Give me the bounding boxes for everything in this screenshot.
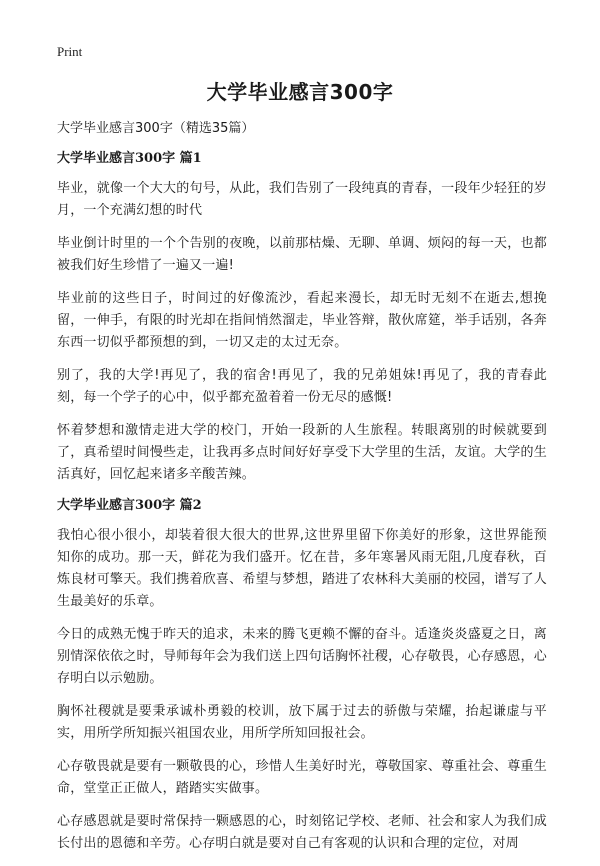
paragraph: 今日的成熟无愧于昨天的追求，未来的腾飞更赖不懈的奋斗。适逢炎炎盛夏之日，离别情深依依之时，导师每年会为我们送上四句话胸怀社稷，心存敬畏，心存感恩，心存明白以示勉励。 — [57, 627, 547, 686]
paragraph: 心存敬畏就是要有一颗敬畏的心，珍惜人生美好时光，尊敬国家、尊重社会、尊重生命，堂堂正正做人，踏踏实实做事。 — [57, 759, 547, 796]
paragraph: 毕业，就像一个大大的句号，从此，我们告别了一段纯真的青春，一段年少轻狂的岁月，一个充满幻想的时代 — [57, 181, 547, 218]
paragraph: 我怕心很小很小，却装着很大很大的世界,这世界里留下你美好的形象，这世界能预知你的成功。那一天，鲜花为我们盛开。忆在昔，多年寒暑风雨无阻,几度春秋，百炼良材可擎天。我们携着欣喜、希望与梦想，踏进了农林科大美丽的校园，谱写了人生最美好的乐章。 — [57, 528, 547, 609]
paragraph: 胸怀社稷就是要秉承诚朴勇毅的校训，放下属于过去的骄傲与荣耀，抬起谦虚与平实，用所学所知振兴祖国农业，用所学所知回报社会。 — [57, 704, 547, 741]
paragraph: 怀着梦想和激情走进大学的校门，开始一段新的人生旅程。转眼离别的时候就要到了，真希望时间慢些走，让我再多点时间好好享受下大学里的生活，友谊。大学的生活真好，回忆起来诸多辛酸苦辣。 — [57, 423, 547, 482]
print-link[interactable]: Print — [57, 44, 83, 59]
section-heading-2: 大学毕业感言300字 篇2 — [57, 498, 202, 513]
section-heading-1: 大学毕业感言300字 篇1 — [57, 151, 202, 166]
paragraph: 毕业倒计时里的一个个告别的夜晚，以前那枯燥、无聊、单调、烦闷的每一天，也都被我们好生珍惜了一遍又一遍! — [57, 236, 547, 273]
paragraph: 别了，我的大学!再见了，我的宿舍!再见了，我的兄弟姐妹!再见了，我的青春此刻，每一个学子的心中，似乎都充盈着着一份无尽的感慨! — [57, 368, 547, 405]
page-title: 大学毕业感言300字 — [206, 80, 394, 104]
article-subtitle: 大学毕业感言300字（精选35篇） — [57, 121, 255, 136]
paragraph: 毕业前的这些日子，时间过的好像流沙，看起来漫长，却无时无刻不在逝去,想挽留，一伸手，有限的时光却在指间悄然溜走，毕业答辩，散伙席筵，举手话别，各奔东西一切似乎都预想的到，一切又走的太过无奈。 — [57, 291, 547, 350]
paragraph: 心存感恩就是要时常保持一颗感恩的心，时刻铭记学校、老师、社会和家人为我们成长付出的恩德和辛劳。心存明白就是要对自己有客观的认识和合理的定位，对周 — [57, 814, 547, 851]
article-body — [57, 120, 547, 866]
